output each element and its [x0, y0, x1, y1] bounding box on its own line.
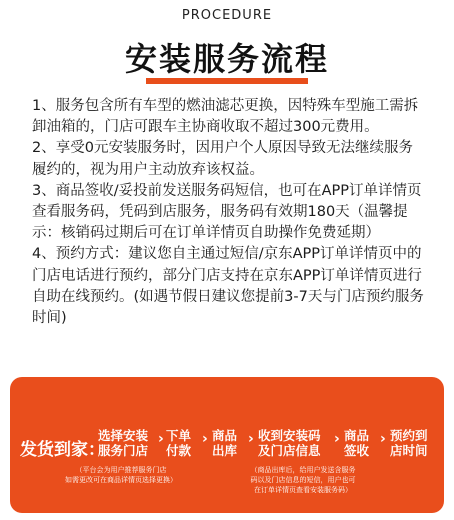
flow-step-line1: 下单: [166, 428, 192, 443]
flow-arrow-icon: ›: [202, 431, 208, 447]
flow-step-select-store: [98, 428, 148, 458]
flow-arrow-icon: ›: [334, 431, 340, 447]
rule-item-3: 3、商品签收/妥投前发送服务码短信，也可在APP订单详情页查看服务码，凭码到店服务，服务码有效期180天（温馨提示：核销码过期后可在订单详情页自助操作免费延期）: [32, 182, 422, 242]
flow-arrow-icon: ›: [158, 431, 164, 447]
flow-step-receive-code: [258, 428, 321, 458]
flow-step-line1: 收到安装码: [258, 428, 321, 443]
flow-start-label: 发货到家：: [20, 440, 105, 460]
section-kicker: PROCEDURE: [181, 8, 273, 23]
flow-arrow-icon: ›: [380, 431, 386, 447]
rule-item-2: 2、享受0元安装服务时，因用户个人原因导致无法继续服务履约的，视为用户主动放弃该权益。: [32, 140, 413, 178]
rule-item-4: 4、预约方式：建议您自主通过短信/京东APP订单详情页中的门店电话进行预约，部分门店支持在京东APP订单详情页进行自助在线预约。(如遇节假日建议您提前3-7天与门店预约服务时间): [32, 246, 424, 327]
page-title: 安装服务流程: [124, 40, 329, 78]
flow-note-store: （平台会为用户推荐服务门店 如需更改可在商品详情页选择更换）: [65, 466, 177, 484]
flow-note-sms: （商品出库后，给用户发送含服务 码以及门店信息的短信，用户也可 在订单详情页查看安装服务码）: [250, 466, 356, 494]
flow-step-reserve: [390, 428, 428, 458]
title-underline: [146, 78, 308, 84]
rule-item-1: 1、服务包含所有车型的燃油滤芯更换，因特殊车型施工需拆卸油箱的，门店可跟车主协商收取不超过300元费用。: [32, 98, 419, 136]
flow-step-order-pay: [166, 428, 191, 458]
flow-step-line2: 签收: [344, 443, 370, 458]
flow-step-line2: 及门店信息: [258, 443, 321, 458]
flow-step-line2: 出库: [212, 443, 238, 458]
flow-step-line1: 商品: [212, 428, 238, 443]
flow-step-sign: [344, 428, 369, 458]
service-rules: [32, 96, 424, 329]
flow-step-goods-out: [212, 428, 237, 458]
flow-arrow-icon: ›: [248, 431, 254, 447]
flow-step-line2: 服务门店: [98, 443, 149, 458]
flow-step-line1: 选择安装: [98, 428, 149, 443]
flow-step-line1: 商品: [344, 428, 370, 443]
flow-step-line2: 付款: [166, 443, 192, 458]
flow-step-line1: 预约到: [390, 428, 428, 443]
flow-step-line2: 店时间: [390, 443, 428, 458]
